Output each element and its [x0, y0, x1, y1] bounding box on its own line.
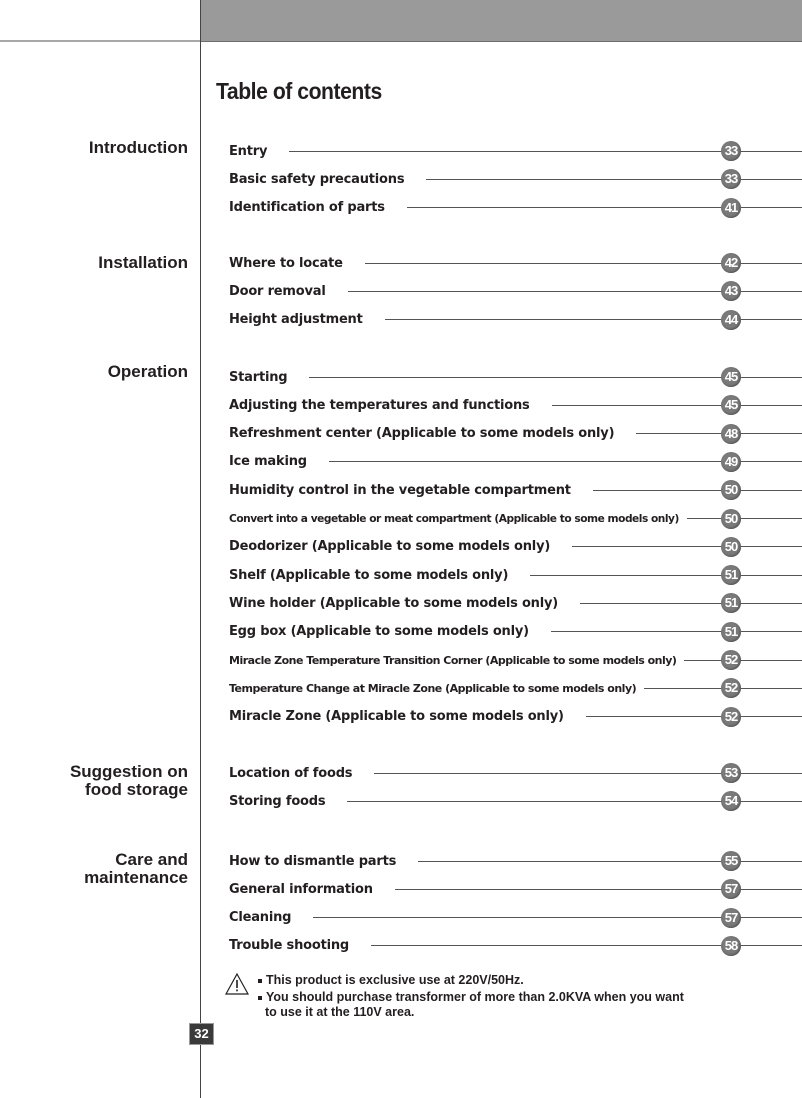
- page-badge: 50: [721, 509, 741, 529]
- leader-line: [418, 861, 802, 862]
- note-text: You should purchase transformer of more than 2.0KVA when you want: [266, 990, 684, 1004]
- toc-entry[interactable]: [229, 565, 802, 585]
- toc-entry[interactable]: [229, 791, 802, 811]
- toc-entry[interactable]: [229, 198, 802, 218]
- toc-entry-label: Ice making: [229, 454, 307, 470]
- section-heading: Installation: [98, 253, 188, 272]
- toc-entry[interactable]: [229, 424, 802, 444]
- leader-line: [407, 207, 802, 208]
- page-badge: 51: [721, 622, 741, 642]
- toc-entry[interactable]: [229, 763, 802, 783]
- toc-entry[interactable]: [229, 936, 802, 956]
- page-badge: 42: [721, 253, 741, 273]
- toc-entry[interactable]: [229, 452, 802, 472]
- leader-line: [684, 660, 802, 661]
- toc-entry-label: Storing foods: [229, 793, 326, 809]
- page-badge: 45: [721, 395, 741, 415]
- toc-entry-label: Adjusting the temperatures and functions: [229, 397, 530, 413]
- page-title: Table of contents: [216, 78, 382, 104]
- leader-line: [580, 603, 802, 604]
- page-badge: 53: [721, 763, 741, 783]
- section-heading: Suggestion on food storage: [69, 762, 188, 799]
- page-badge: 45: [721, 367, 741, 387]
- toc-entry-label: Refreshment center (Applicable to some models only): [229, 426, 615, 442]
- page-number: 32: [189, 1023, 214, 1045]
- leader-line: [551, 631, 802, 632]
- section-heading: Operation: [107, 362, 188, 381]
- toc-entry-label: Cleaning: [229, 910, 292, 926]
- page-badge: 57: [721, 908, 741, 928]
- toc-entry-label: Location of foods: [229, 765, 353, 781]
- header-rule: [0, 40, 201, 42]
- page-badge: 49: [721, 452, 741, 472]
- toc-entry[interactable]: [229, 707, 802, 727]
- toc-entry[interactable]: [229, 169, 802, 189]
- toc-entry[interactable]: [229, 879, 802, 899]
- note-item: [258, 990, 728, 1005]
- toc-entry[interactable]: [229, 908, 802, 928]
- toc-entry[interactable]: [229, 480, 802, 500]
- toc-entry-label: Shelf (Applicable to some models only): [229, 567, 509, 583]
- page-badge: 51: [721, 565, 741, 585]
- toc-entry[interactable]: [229, 650, 802, 670]
- page-badge: 52: [721, 707, 741, 727]
- toc-entry-label: Temperature Change at Miracle Zone (Applicable to some models only): [229, 681, 637, 695]
- toc-entry-label: Door removal: [229, 283, 326, 299]
- toc-entry-label: Convert into a vegetable or meat compartment (Applicable to some models only): [229, 512, 679, 525]
- toc-entry-label: Trouble shooting: [229, 938, 350, 954]
- note-continuation: to use it at the 110V area.: [265, 1005, 415, 1019]
- power-notes: [258, 973, 728, 1022]
- toc-entry[interactable]: [229, 622, 802, 642]
- page-badge: 52: [721, 678, 741, 698]
- header-bar: [201, 0, 802, 42]
- toc-entry-label: Humidity control in the vegetable compartment: [229, 482, 571, 498]
- page-badge: 43: [721, 281, 741, 301]
- leader-line: [593, 490, 802, 491]
- toc-entry-label: Identification of parts: [229, 200, 385, 216]
- toc-entry-label: Starting: [229, 369, 288, 385]
- page-badge: 33: [721, 141, 741, 161]
- toc-entry-label: Miracle Zone (Applicable to some models only): [229, 709, 564, 725]
- toc-entry-label: Deodorizer (Applicable to some models only): [229, 539, 551, 555]
- page-badge: 33: [721, 169, 741, 189]
- note-text: This product is exclusive use at 220V/50Hz.: [266, 973, 524, 987]
- toc-entry[interactable]: [229, 281, 802, 301]
- leader-line: [426, 179, 802, 180]
- toc-entry[interactable]: [229, 678, 802, 698]
- toc-entry-label: Where to locate: [229, 255, 343, 271]
- toc-entry[interactable]: [229, 851, 802, 871]
- toc-entry-label: Entry: [229, 143, 268, 159]
- leader-line: [530, 575, 802, 576]
- page-badge: 41: [721, 198, 741, 218]
- leader-line: [586, 716, 802, 717]
- toc-entry[interactable]: [229, 509, 802, 529]
- note-item: [258, 973, 728, 988]
- leader-line: [552, 405, 802, 406]
- leader-line: [636, 433, 802, 434]
- page-badge: 58: [721, 936, 741, 956]
- toc-entry[interactable]: [229, 395, 802, 415]
- toc-entry[interactable]: [229, 593, 802, 613]
- page-badge: 48: [721, 424, 741, 444]
- page-badge: 50: [721, 480, 741, 500]
- toc-entry-label: Wine holder (Applicable to some models only): [229, 595, 559, 611]
- leader-line: [572, 546, 802, 547]
- toc-entry[interactable]: [229, 537, 802, 557]
- toc-entry[interactable]: [229, 253, 802, 273]
- page-badge: 55: [721, 851, 741, 871]
- page-badge: 52: [721, 650, 741, 670]
- toc-entry-label: Height adjustment: [229, 312, 363, 328]
- toc-entry-label: Miracle Zone Temperature Transition Corner (Applicable to some models only): [229, 653, 677, 667]
- page-badge: 44: [721, 310, 741, 330]
- page-badge: 51: [721, 593, 741, 613]
- leader-line: [687, 518, 802, 519]
- page-badge: 54: [721, 791, 741, 811]
- toc-entry-label: Basic safety precautions: [229, 171, 405, 187]
- toc-entry[interactable]: [229, 141, 802, 161]
- toc-entry-label: Egg box (Applicable to some models only): [229, 624, 529, 640]
- toc-entry-label: General information: [229, 881, 373, 897]
- section-heading: Care and maintenance: [84, 850, 188, 887]
- page-badge: 57: [721, 879, 741, 899]
- page-badge: 50: [721, 537, 741, 557]
- margin-divider: [200, 0, 201, 1098]
- toc-entry[interactable]: [229, 310, 802, 330]
- toc-entry[interactable]: [229, 367, 802, 387]
- section-heading: Introduction: [88, 138, 188, 157]
- warning-icon: [225, 973, 249, 1000]
- toc-entry-label: How to dismantle parts: [229, 853, 397, 869]
